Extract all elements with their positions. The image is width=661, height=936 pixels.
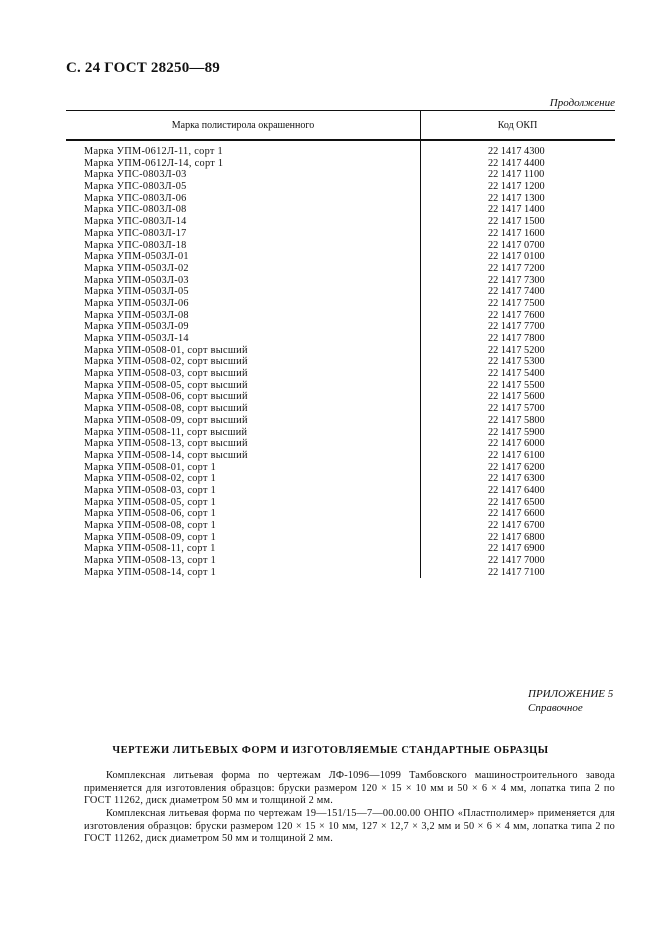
okp-code-cell: 22 1417 7300 xyxy=(488,274,545,286)
grade-cell: Марка УПМ-0508-02, сорт высший xyxy=(84,356,248,368)
grade-cell: Марка УПС-0803Л-08 xyxy=(84,204,187,216)
table-continuation-label: Продолжение xyxy=(549,97,615,109)
table-row xyxy=(66,485,615,497)
grade-cell: Марка УПМ-0503Л-08 xyxy=(84,309,189,321)
grade-cell: Марка УПМ-0508-08, сорт 1 xyxy=(84,520,217,531)
okp-code-cell: 22 1417 7800 xyxy=(488,333,545,344)
okp-code-cell: 22 1417 6400 xyxy=(488,484,545,496)
grade-cell: Марка УПС-0803Л-03 xyxy=(84,169,187,181)
table-row xyxy=(66,427,615,439)
okp-code-cell: 22 1417 6300 xyxy=(488,473,545,485)
grade-cell: Марка УПМ-0503Л-14 xyxy=(84,333,189,344)
okp-code-cell: 22 1417 0100 xyxy=(488,251,545,263)
appendix-number: ПРИЛОЖЕНИЕ 5 xyxy=(528,688,614,700)
grade-cell: Марка УПМ-0508-03, сорт высший xyxy=(84,368,248,380)
table-row xyxy=(66,240,615,252)
okp-code-cell: 22 1417 5800 xyxy=(488,414,545,426)
table-row xyxy=(66,263,615,275)
table-row xyxy=(66,228,615,240)
grade-cell: Марка УПМ-0508-05, сорт 1 xyxy=(84,496,217,508)
table-row xyxy=(66,567,615,579)
okp-code-cell: 22 1417 6100 xyxy=(488,449,545,461)
grade-cell: Марка УПМ-0508-09, сорт 1 xyxy=(84,531,217,543)
appendix-type: Справочное xyxy=(528,702,583,714)
table-row xyxy=(66,520,615,532)
okp-code-cell: 22 1417 4300 xyxy=(488,146,545,157)
grade-cell: Марка УПМ-0503Л-03 xyxy=(84,274,189,286)
okp-code-cell: 22 1417 5900 xyxy=(488,426,545,438)
grade-cell: Марка УПМ-0503Л-01 xyxy=(84,251,189,263)
okp-code-cell: 22 1417 1200 xyxy=(488,181,545,193)
okp-code-cell: 22 1417 1300 xyxy=(488,192,545,204)
grade-cell: Марка УПМ-0612Л-14, сорт 1 xyxy=(84,157,224,169)
grade-cell: Марка УПМ-0508-11, сорт высший xyxy=(84,426,248,438)
okp-code-cell: 22 1417 6700 xyxy=(488,520,545,531)
grade-cell: Марка УПМ-0508-13, сорт высший xyxy=(84,438,248,450)
okp-code-cell: 22 1417 7400 xyxy=(488,286,545,298)
okp-code-cell: 22 1417 5300 xyxy=(488,356,545,368)
table-row xyxy=(66,345,615,357)
okp-code-cell: 22 1417 1600 xyxy=(488,227,545,239)
table-row xyxy=(66,169,615,181)
grade-cell: Марка УПМ-0503Л-05 xyxy=(84,286,189,298)
grade-cell: Марка УПМ-0508-06, сорт высший xyxy=(84,391,248,403)
table-row xyxy=(66,497,615,509)
grade-cell: Марка УПМ-0508-02, сорт 1 xyxy=(84,473,217,485)
table-row xyxy=(66,286,615,298)
okp-code-cell: 22 1417 7000 xyxy=(488,555,545,567)
table-row xyxy=(66,403,615,415)
grade-cell: Марка УПМ-0508-09, сорт высший xyxy=(84,414,248,426)
column-header-grade: Марка полистирола окрашенного xyxy=(171,119,315,131)
grade-cell: Марка УПМ-0503Л-09 xyxy=(84,321,189,333)
grade-cell: Марка УПМ-0508-01, сорт 1 xyxy=(84,461,217,473)
table-row xyxy=(66,321,615,333)
table-row xyxy=(66,555,615,567)
grade-cell: Марка УПМ-0508-05, сорт высший xyxy=(84,379,248,391)
table-row xyxy=(66,216,615,228)
okp-code-cell: 22 1417 5700 xyxy=(488,403,545,415)
table-row xyxy=(66,251,615,263)
okp-code-cell: 22 1417 0700 xyxy=(488,239,545,251)
table-row xyxy=(66,204,615,216)
grade-cell: Марка УПС-0803Л-17 xyxy=(84,227,187,239)
okp-code-cell: 22 1417 7200 xyxy=(488,262,545,274)
grade-cell: Марка УПМ-0508-08, сорт высший xyxy=(84,403,248,415)
grade-cell: Марка УПМ-0503Л-06 xyxy=(84,297,189,309)
table-body xyxy=(66,141,615,578)
grade-cell: Марка УПМ-0508-13, сорт 1 xyxy=(84,555,217,567)
grade-cell: Марка УПМ-0612Л-11, сорт 1 xyxy=(84,146,223,157)
table-row xyxy=(66,380,615,392)
okp-code-cell: 22 1417 1500 xyxy=(488,216,545,228)
okp-code-cell: 22 1417 5200 xyxy=(488,344,545,356)
okp-code-cell: 22 1417 1100 xyxy=(488,169,545,181)
okp-code-cell: 22 1417 6900 xyxy=(488,543,545,555)
table-row xyxy=(66,333,615,345)
table-row xyxy=(66,508,615,520)
okp-code-cell: 22 1417 5400 xyxy=(488,368,545,380)
okp-code-cell: 22 1417 4400 xyxy=(488,157,545,169)
table-row xyxy=(66,391,615,403)
table-row xyxy=(66,450,615,462)
grade-cell: Марка УПМ-0503Л-02 xyxy=(84,262,189,274)
grade-cell: Марка УПС-0803Л-05 xyxy=(84,181,187,193)
table-row xyxy=(66,193,615,205)
column-header-okp-code: Код ОКП xyxy=(497,119,538,131)
table-row xyxy=(66,543,615,555)
table-row xyxy=(66,275,615,287)
table-row xyxy=(66,158,615,170)
paragraph: Комплексная литьевая форма по чертежам ЛФ-1096—1099 Тамбовского машиностроительного завода применяется для изготовления образцов: бруски размером 120 × 15 × 10 мм и 50 × 6 × 4 мм, лопатка типа 2 по ГОСТ 11262, диск диаметром 50 мм и толщиной 2 мм. xyxy=(84,770,615,806)
paragraph: Комплексная литьевая форма по чертежам 19—151/15—7—00.00.00 ОНПО «Пластполимер» применяется для изготовления образцов: бруски размером 120 × 15 × 10 мм, 127 × 12,7 × 3,2 мм и 50 × 6 × 4 мм, лопатка типа 2 по ГОСТ 11262, диск диаметром 50 мм и толщиной 2 мм. xyxy=(84,808,615,844)
grade-cell: Марка УПМ-0508-01, сорт высший xyxy=(84,344,248,356)
page-header: С. 24 ГОСТ 28250—89 xyxy=(66,60,220,76)
grade-cell: Марка УПС-0803Л-14 xyxy=(84,216,187,228)
table-row xyxy=(66,532,615,544)
table-row xyxy=(66,356,615,368)
okp-code-cell: 22 1417 6500 xyxy=(488,496,545,508)
okp-code-cell: 22 1417 5500 xyxy=(488,379,545,391)
grade-cell: Марка УПС-0803Л-18 xyxy=(84,239,187,251)
grade-cell: Марка УПМ-0508-11, сорт 1 xyxy=(84,543,216,555)
okp-code-table xyxy=(66,110,615,578)
table-row xyxy=(66,415,615,427)
table-row xyxy=(66,473,615,485)
table-header xyxy=(66,110,615,141)
okp-code-cell: 22 1417 6000 xyxy=(488,438,545,450)
appendix-label-block xyxy=(528,687,613,715)
okp-code-cell: 22 1417 7500 xyxy=(488,297,545,309)
okp-code-cell: 22 1417 6600 xyxy=(488,508,545,520)
okp-code-cell: 22 1417 7600 xyxy=(488,309,545,321)
table-row xyxy=(66,310,615,322)
appendix-title: ЧЕРТЕЖИ ЛИТЬЕВЫХ ФОРМ И ИЗГОТОВЛЯЕМЫЕ СТАНДАРТНЫЕ ОБРАЗЦЫ xyxy=(112,745,549,756)
table-row xyxy=(66,146,615,158)
table-row xyxy=(66,368,615,380)
okp-code-cell: 22 1417 1400 xyxy=(488,204,545,216)
grade-cell: Марка УПМ-0508-06, сорт 1 xyxy=(84,508,217,520)
column-divider xyxy=(420,110,421,578)
okp-code-cell: 22 1417 6800 xyxy=(488,531,545,543)
grade-cell: Марка УПМ-0508-14, сорт высший xyxy=(84,449,248,461)
okp-code-cell: 22 1417 6200 xyxy=(488,461,545,473)
table-row xyxy=(66,438,615,450)
grade-cell: Марка УПМ-0508-03, сорт 1 xyxy=(84,484,217,496)
table-row xyxy=(66,298,615,310)
okp-code-cell: 22 1417 7700 xyxy=(488,321,545,333)
grade-cell: Марка УПМ-0508-14, сорт 1 xyxy=(84,566,217,578)
okp-code-cell: 22 1417 5600 xyxy=(488,391,545,403)
grade-cell: Марка УПС-0803Л-06 xyxy=(84,192,187,204)
table-row xyxy=(66,462,615,474)
table-row xyxy=(66,181,615,193)
okp-code-cell: 22 1417 7100 xyxy=(488,566,545,578)
